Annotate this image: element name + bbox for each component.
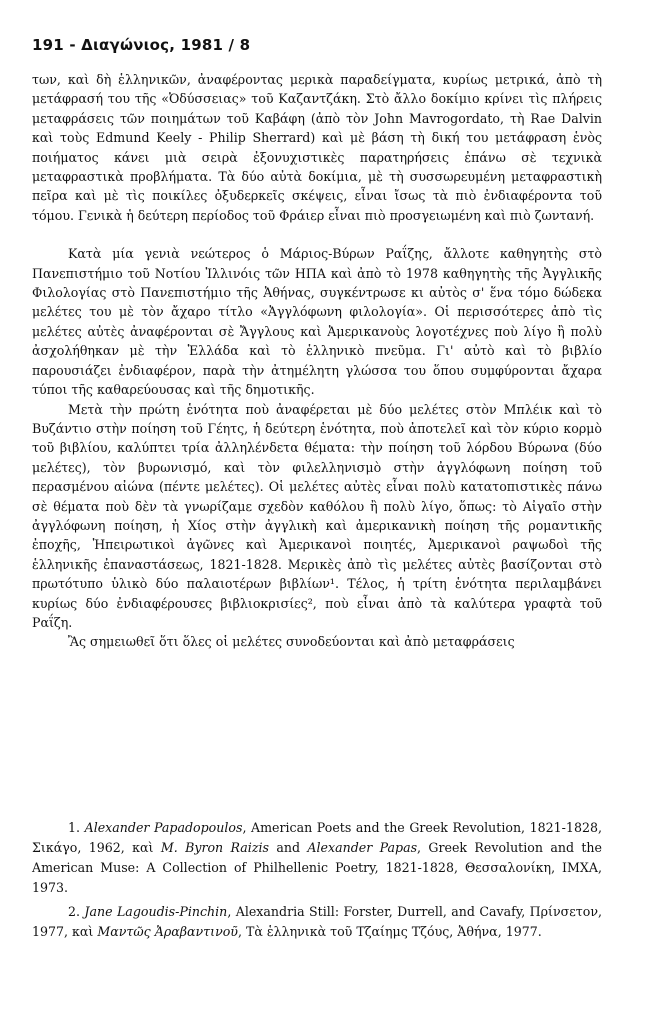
paragraph: Κατὰ μία γενιὰ νεώτερος ὁ Μάριος-Βύρων Ραΐζης, ἄλλοτε καθηγητὴς στὸ Πανεπιστήμιο τοῦ Νοτίου Ἰλλινόις τῶν ΗΠΑ καὶ ἀπὸ τὸ 1978 καθηγητὴς τῆς Ἀγγλικῆς Φιλολογίας στὸ Πανεπιστήμιο τῆς Ἀθήνας, συγκέντρωσε κι αὐτὸς σ' ἕνα τόμο δώδεκα μελέτες του μὲ τὸν ἄχαρο τίτλο «Ἀγγλόφωνη φιλολογία». Οἱ περισσότερες ἀπὸ τὶς μελέτες αὐτὲς ἀναφέρονται σὲ Ἄγγλους καὶ Ἀμερικανοὺς λογοτέχνες ποὺ λίγο ἢ πολὺ ἀσχολήθηκαν μὲ τὴν Ἑλλάδα καὶ τὸ ἑλληνικὸ πνεῦμα. Γι' αὐτὸ καὶ τὸ βιβλίο παρουσιάζει ἐνδιαφέρον, παρὰ τὴν ἀτημέλητη γλώσσα του ὅπου συμφύρονται ἄχαρα τύποι τῆς καθαρεύουσας καὶ τῆς δημοτικῆς. — [32, 246, 602, 398]
footnote-text: , American Poets and the Greek Revolution, 1821-1828, Σικάγο, 1962, καὶ — [32, 820, 602, 855]
paragraph: Ἂς σημειωθεῖ ὅτι ὅλες οἱ μελέτες συνοδεύονται καὶ ἀπὸ μεταφράσεις — [68, 634, 515, 650]
footnote-author: Alexander Papas — [307, 840, 418, 855]
footnote-1 — [32, 818, 602, 898]
paragraph: των, καὶ δὴ ἑλληνικῶν, ἀναφέροντας μερικὰ παραδείγματα, κυρίως μετρικά, ἀπὸ τὴ μετάφρασή του τῆς «Ὀδύσσειας» τοῦ Καζαντζάκη. Στὸ ἄλλο δοκίμιο κρίνει τὶς πλήρεις μεταφράσεις τῶν ποιημάτων τοῦ Καβάφη (ἀπὸ τὸν John Mavrogordato, τὴ Rae Dalvin καὶ τοὺς Edmund Keely - Philip Sherrard) καὶ μὲ βάση τὴ δική του μετάφραση ἑνὸς ποιήματος κάνει μιὰ σειρὰ ἐξονυχιστικὲς παρατηρήσεις ἐπάνω σὲ τεχνικὰ μεταφραστικὰ προβλήματα. Τὰ δύο αὐτὰ δοκίμια, μὲ τὴ συσσωρευμένη μεταφραστικὴ πεῖρα καὶ μὲ τὶς ποικίλες ὀξυδερκεῖς σκέψεις, εἶναι ἴσως τὰ πιὸ ἐνδιαφέροντα τοῦ τόμου. Γενικὰ ἡ δεύτερη περίοδος τοῦ Φράιερ εἶναι πιὸ προσγειωμένη καὶ πιὸ ζωντανή. — [32, 72, 602, 223]
footnote-text: , Alexandria Still: Forster, Durrell, and Cavafy, Πρίνσετον, 1977, καὶ — [32, 904, 602, 939]
running-header: 191 - Διαγώνιος, 1981 / 8 — [32, 36, 251, 54]
footnote-text: , Τὰ ἑλληνικὰ τοῦ Τζαίημς Τζόυς, Ἀθήνα, 1977. — [237, 924, 542, 939]
footnote-author: Μαντῶς Ἀραβαντινοῦ — [97, 924, 238, 939]
footnote-author: M. Byron Raizis — [160, 840, 269, 855]
paragraph: Μετὰ τὴν πρώτη ἑνότητα ποὺ ἀναφέρεται μὲ δύο μελέτες στὸν Μπλέικ καὶ τὸ Βυζάντιο στὴν ποίηση τοῦ Γέητς, ἡ δεύτερη ἑνότητα, ποὺ ἀποτελεῖ καὶ τὸν κύριο κορμὸ τοῦ βιβλίου, καλύπτει τρία ἀλληλένδετα θέματα: τὴν ποίηση τοῦ λόρδου Βύρωνα (δύο μελέτες), τὸν βυρωνισμό, καὶ τὸν φιλελληνισμὸ στὴν ἀγγλόφωνη ποίηση τοῦ περασμένου αἰώνα (πέντε μελέτες). Οἱ μελέτες αὐτὲς εἶναι πολὺ κατατοπιστικὲς πάνω σὲ θέματα ποὺ δὲν τὰ γνωρίζαμε σχεδὸν καθόλου ἢ πολὺ λίγο, ὅπως: τὸ Αἰγαῖο στὴν ἀγγλόφωνη ποίηση, ἡ Χίος στὴν ἀγγλικὴ καὶ ἀμερικανικὴ ποίηση τῆς ρομαντικῆς ἐποχῆς, Ἠπειρωτικοὶ ἀγῶνες καὶ Ἀμερικανοὶ ποιητές, Ἀμερικανοὶ ραψωδοὶ τῆς ἑλληνικῆς ἐπαναστάσεως, 1821-1828. Μερικὲς ἀπὸ τὶς μελέτες αὐτὲς βασίζονται στὸ πρωτότυπο ὑλικὸ δύο παλαιοτέρων βιβλίων¹. Τέλος, ἡ τρίτη ἑνότητα περιλαμβάνει κυρίως δύο ἐνδιαφέρουσες βιβλιοκρισίες², ποὺ εἶναι ἀπὸ τὰ καλύτερα γραφτὰ τοῦ Ραΐζη. — [32, 401, 602, 630]
footnote-text: and — [268, 840, 308, 855]
footnote-author: Alexander Papadopoulos — [84, 820, 243, 835]
footnote-author: Jane Lagoudis-Pinchin — [84, 904, 228, 919]
main-text — [32, 70, 602, 652]
footnote-number: 1. — [68, 820, 85, 835]
footnotes — [32, 818, 602, 942]
footnote-text: , Greek Revolution and the American Muse: A Collection of Philhellenic Poetry, 1821-1828, Θεσσαλονίκη, ΙΜΧΑ, 1973. — [32, 840, 602, 895]
footnote-number: 2. — [68, 904, 85, 919]
footnote-2 — [32, 902, 602, 942]
